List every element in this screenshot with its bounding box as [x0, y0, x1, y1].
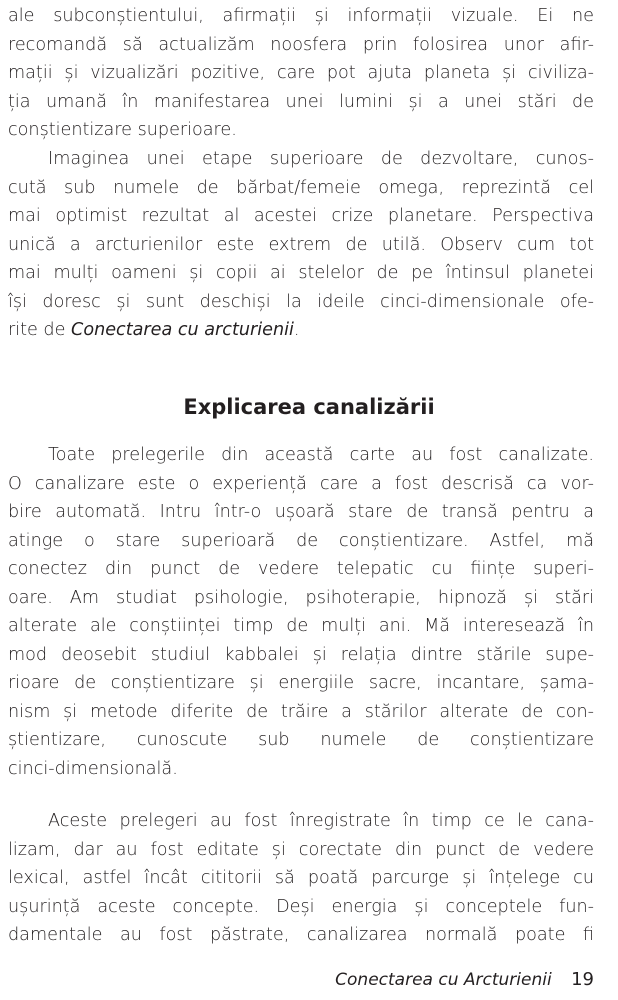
text-line: conștientizare superioare.: [8, 120, 237, 140]
text-line: mod deosebit studiul kabbalei și relația dintre stările supe-: [8, 644, 594, 665]
text-line: cută sub numele de bărbat/femeie omega, reprezintă cel: [8, 177, 594, 198]
paragraph-3: [8, 441, 594, 783]
text-line: Aceste prelegeri au fost înregistrate în timp ce le cana-: [48, 811, 594, 831]
page-number: 19: [571, 969, 594, 990]
text-line: lizam, dar au fost editate și corectate din punct de vedere: [8, 839, 594, 860]
text-line-with-book-title: [8, 316, 594, 345]
text-fragment: .: [293, 320, 300, 340]
text-line: ale subconștientului, afirmații și informații vizuale. Ei ne: [8, 6, 594, 26]
text-line: ușurință aceste concepte. Deși energia și conceptele fun-: [8, 896, 594, 917]
text-line: mații și vizualizări pozitive, care pot ajuta planeta și civiliza-: [8, 63, 594, 83]
page-footer: [335, 968, 594, 992]
running-title: Conectarea cu Arcturienii: [335, 970, 552, 990]
text-line: conectez din punct de vedere telepatic cu ființe superi-: [8, 559, 594, 579]
paragraph-1: [8, 2, 594, 145]
text-line: bire automată. Intru într-o ușoară stare de transă pentru a: [8, 502, 594, 522]
paragraph-4: [8, 807, 594, 950]
text-fragment: rite de: [8, 320, 72, 340]
text-line: unică a arcturienilor este extrem de utilă. Observ cum tot: [8, 234, 594, 255]
section-heading: Explicarea canalizării: [183, 395, 435, 419]
text-line: alterate ale conștiinței timp de mulți ani. Mă interesează în: [8, 616, 594, 636]
text-line: O canalizare este o experiență care a fost descrisă ca vor-: [8, 473, 594, 494]
text-line: își doresc și sunt deschiși la ideile cinci-dimensionale ofe-: [8, 291, 594, 312]
book-title-italic: Conectarea cu arcturienii: [71, 320, 294, 340]
text-line: lexical, astfel încât cititorii să poată parcurge și înțelege cu: [8, 868, 594, 888]
text-line: recomandă să actualizăm noosfera prin folosirea unor afir-: [8, 34, 594, 55]
text-line: știentizare, cunoscute sub numele de conștientizare: [8, 730, 594, 750]
text-line: oare. Am studiat psihologie, psihoterapie, hipnoză și stări: [8, 587, 594, 608]
text-line: cinci-dimensională.: [8, 758, 178, 779]
text-line: mai mulți oameni și copii ai stelelor de pe întinsul planetei: [8, 263, 594, 283]
paragraph-2: [8, 145, 594, 345]
text-line: Toate prelegerile din această carte au fost canalizate.: [48, 445, 594, 465]
text-line: damentale au fost păstrate, canalizarea normală poate fi: [8, 925, 594, 945]
text-line: atinge o stare superioară de conștientizare. Astfel, mă: [8, 530, 594, 551]
text-line: mai optimist rezultat al acestei crize planetare. Perspectiva: [8, 206, 594, 226]
text-line: rioare de conștientizare și energiile sacre, incantare, șama-: [8, 673, 594, 693]
text-line: nism și metode diferite de trăire a stărilor alterate de con-: [8, 701, 594, 722]
text-line: Imaginea unei etape superioare de dezvoltare, cunos-: [48, 149, 594, 169]
text-line: ția umană în manifestarea unei lumini și a unei stări de: [8, 91, 594, 112]
